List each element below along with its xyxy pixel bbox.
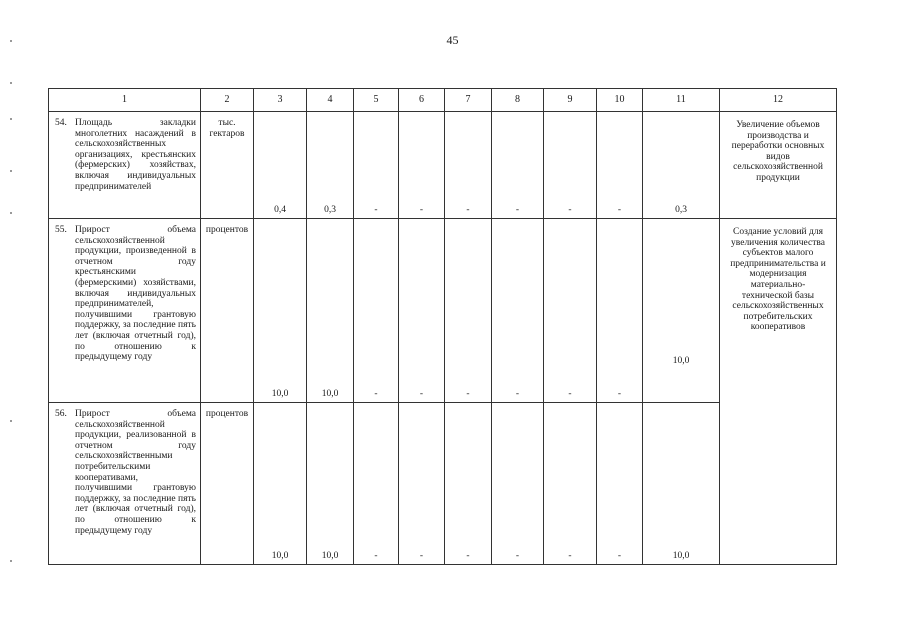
value-cell: - <box>492 219 544 403</box>
header-cell: 7 <box>445 89 492 112</box>
note-cell: Увеличение объемов производства и переработки основных видов сельскохозяйственной продукции <box>720 112 837 219</box>
unit-cell: тыс. гектаров <box>201 112 254 219</box>
value-cell: - <box>544 112 597 219</box>
value-cell: 10,0 <box>254 219 307 403</box>
value-cell: - <box>597 112 643 219</box>
value-cell: 0,3 <box>643 112 720 219</box>
value-cell: - <box>399 403 445 565</box>
scan-mark <box>10 170 12 172</box>
value-cell: - <box>597 403 643 565</box>
page-number: 45 <box>446 33 459 47</box>
note-cell: Создание условий для увеличения количества субъектов малого предпринимательства и модернизация материально-технической базы сельскохозяйственных потребительских кооперативов <box>720 219 837 565</box>
value-cell: 10,0 <box>643 403 720 565</box>
value-cell: - <box>597 219 643 403</box>
scan-mark <box>10 40 12 42</box>
header-cell: 8 <box>492 89 544 112</box>
value-cell: 0,4 <box>254 112 307 219</box>
scan-mark <box>10 212 12 214</box>
header-cell: 4 <box>307 89 354 112</box>
value-cell: - <box>544 219 597 403</box>
value-cell: - <box>354 403 399 565</box>
scan-mark <box>10 560 12 562</box>
header-cell: 1 <box>49 89 201 112</box>
unit-cell: процентов <box>201 219 254 403</box>
value-cell: 10,0 <box>307 219 354 403</box>
value-cell: 10,0 <box>307 403 354 565</box>
value-cell: - <box>354 112 399 219</box>
value-cell: 0,3 <box>307 112 354 219</box>
value-cell: - <box>354 219 399 403</box>
scan-mark <box>10 118 12 120</box>
row-number: 55. <box>55 225 67 235</box>
header-cell: 9 <box>544 89 597 112</box>
header-cell: 2 <box>201 89 254 112</box>
value-cell: - <box>492 112 544 219</box>
row-number: 56. <box>55 409 67 419</box>
value-cell: - <box>445 219 492 403</box>
scan-mark <box>10 82 12 84</box>
indicator-name: Прирост объема сельскохозяйственной продукции, реализованной в отчетном году сельскохозяйственными потребительскими кооперативами, получившими грантовую поддержку, за последние пять лет (включая отчетный год), по отношению к предыдущему году <box>75 409 196 536</box>
header-cell: 6 <box>399 89 445 112</box>
value-cell: 10,0 <box>254 403 307 565</box>
value-cell: - <box>445 112 492 219</box>
header-cell: 3 <box>254 89 307 112</box>
value-cell: - <box>544 403 597 565</box>
scan-mark <box>10 420 12 422</box>
indicator-name-cell <box>49 219 201 403</box>
indicator-name: Площадь закладки многолетних насаждений в сельскохозяйственных организациях, крестьянских (фермерских) хозяйствах, включая индивидуальных предпринимателей <box>75 118 196 192</box>
value-cell: - <box>399 112 445 219</box>
header-cell: 11 <box>643 89 720 112</box>
value-cell: - <box>445 403 492 565</box>
table-row <box>49 403 837 565</box>
table-row <box>49 219 837 403</box>
header-cell: 5 <box>354 89 399 112</box>
header-cell: 12 <box>720 89 837 112</box>
indicator-name: Прирост объема сельскохозяйственной продукции, произведенной в отчетном году крестьянскими (фермерскими) хозяйствами, включая индивидуальных предпринимателей, получившими грантовую поддержку, за последние пять лет (включая отчетный год), по отношению к предыдущему году <box>75 225 196 363</box>
value-cell: - <box>492 403 544 565</box>
header-cell: 10 <box>597 89 643 112</box>
value-cell: 10,0 <box>643 219 720 403</box>
indicators-table <box>48 88 837 565</box>
header-row <box>49 89 837 112</box>
row-number: 54. <box>55 118 67 128</box>
value-cell: - <box>399 219 445 403</box>
indicator-name-cell <box>49 403 201 565</box>
unit-cell: процентов <box>201 403 254 565</box>
table-row <box>49 112 837 219</box>
indicator-name-cell <box>49 112 201 219</box>
